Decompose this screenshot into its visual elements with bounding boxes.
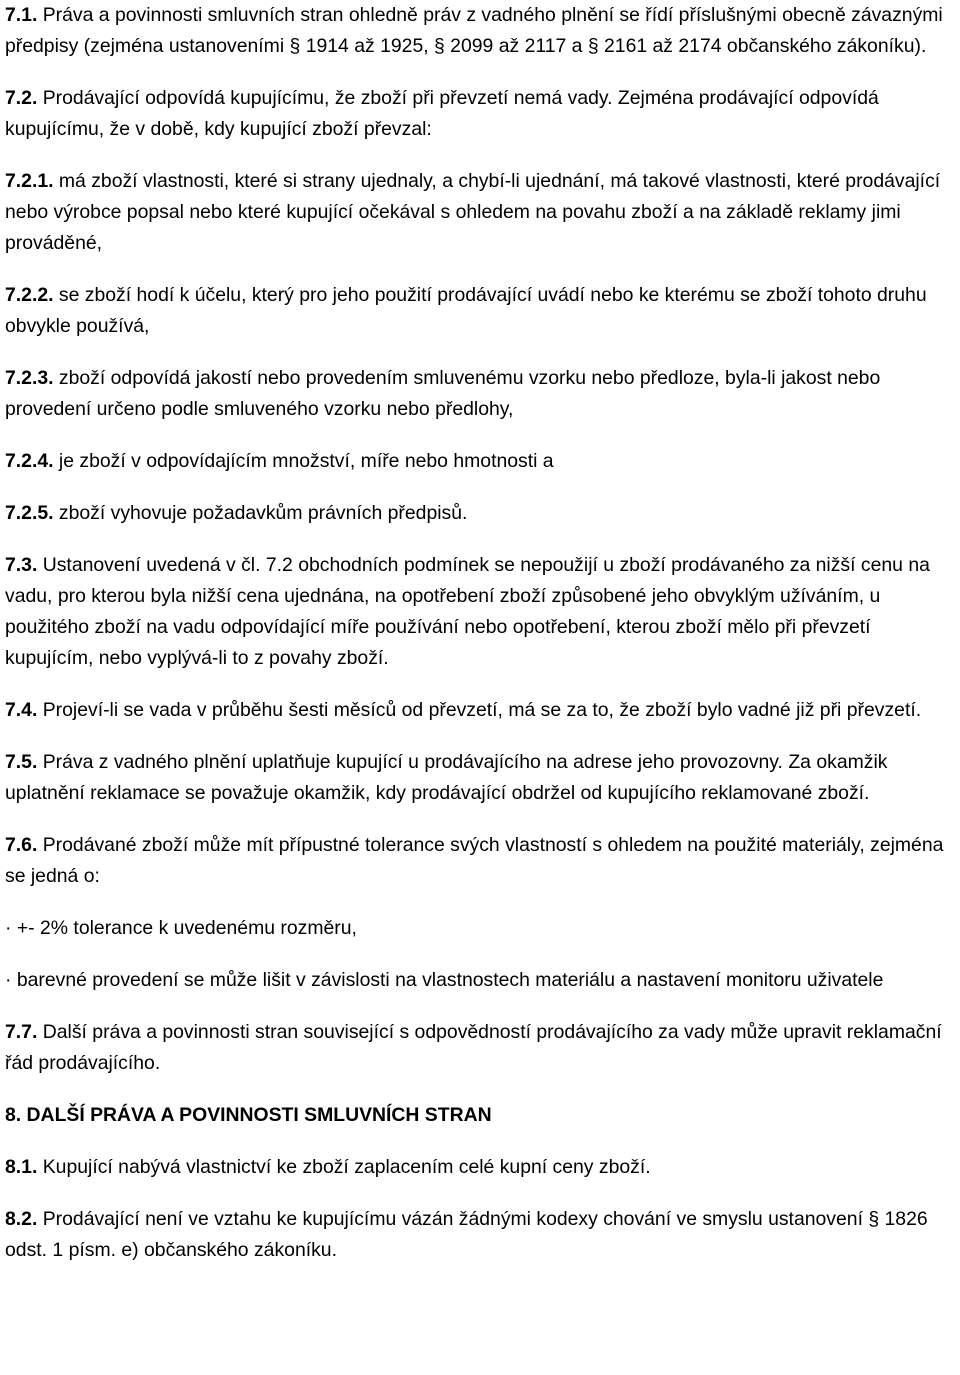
paragraph-7-2-3 [5,363,956,425]
paragraph-7-2-1 [5,166,956,259]
paragraph-7-7 [5,1017,956,1079]
clause-number: 7.4. [5,699,38,721]
clause-number: 7.6. [5,834,38,856]
paragraph-7-6 [5,830,956,892]
clause-number: 7.2. [5,87,38,109]
clause-text: Kupující nabývá vlastnictví ke zboží zaplacením celé kupní ceny zboží. [37,1156,651,1178]
clause-number: 7.2.1. [5,170,54,192]
clause-number: 7.3. [5,554,38,576]
paragraph-7-2-4 [5,446,956,477]
paragraph-7-1 [5,0,956,62]
clause-text: Projeví-li se vada v průběhu šesti měsíců od převzetí, má se za to, že zboží bylo vadné již při převzetí. [37,699,922,721]
bullet-item [5,965,956,996]
paragraph-7-4 [5,695,956,726]
clause-text: Prodávající není ve vztahu ke kupujícímu vázán žádnými kodexy chování ve smyslu ustanovení § 1826 odst. 1 písm. e) občanského zákoníku. [5,1208,928,1261]
clause-number: 7.1. [5,4,38,26]
paragraph-7-2-2 [5,280,956,342]
clause-number: 7.2.5. [5,502,54,524]
paragraph-7-5 [5,747,956,809]
paragraph-8-2 [5,1204,956,1266]
clause-text: Prodávající odpovídá kupujícímu, že zboží při převzetí nemá vady. Zejména prodávající odpovídá kupujícímu, že v době, kdy kupující zboží převzal: [5,87,879,140]
clause-number: 8.2. [5,1208,38,1230]
paragraph-7-3 [5,550,956,674]
clause-text: Další práva a povinnosti stran související s odpovědností prodávajícího za vady může upravit reklamační řád prodávajícího. [5,1021,942,1074]
clause-text: Práva a povinnosti smluvních stran ohledně práv z vadného plnění se řídí příslušnými obecně závaznými předpisy (zejména ustanoveními § 1914 až 1925, § 2099 až 2117 a § 2161 až 2174 občanského zákoníku). [5,4,943,57]
bullet-text: · +- 2% tolerance k uvedenému rozměru, [5,917,357,939]
clause-text: má zboží vlastnosti, které si strany ujednaly, a chybí-li ujednání, má takové vlastnosti, které prodávající nebo výrobce popsal nebo které kupující očekával s ohledem na povahu zboží a na základě reklamy jimi prováděné, [5,170,941,254]
clause-text: zboží odpovídá jakostí nebo provedením smluvenému vzorku nebo předloze, byla-li jakost nebo provedení určeno podle smluveného vzorku nebo předlohy, [5,367,881,420]
clause-number: 7.7. [5,1021,38,1043]
bullet-item [5,913,956,944]
clause-number: 7.2.2. [5,284,54,306]
bullet-text: · barevné provedení se může lišit v závislosti na vlastnostech materiálu a nastavení monitoru uživatele [5,969,884,991]
clause-text: Prodávané zboží může mít přípustné tolerance svých vlastností s ohledem na použité materiály, zejména se jedná o: [5,834,944,887]
paragraph-7-2 [5,83,956,145]
clause-text: se zboží hodí k účelu, který pro jeho použití prodávající uvádí nebo ke kterému se zboží tohoto druhu obvykle používá, [5,284,927,337]
paragraph-7-2-5 [5,498,956,529]
clause-text: je zboží v odpovídajícím množství, míře nebo hmotnosti a [53,450,554,472]
clause-number: 7.2.4. [5,450,54,472]
paragraph-8-1 [5,1152,956,1183]
clause-number: 7.2.3. [5,367,54,389]
clause-text: zboží vyhovuje požadavkům právních předpisů. [53,502,468,524]
clause-text: Ustanovení uvedená v čl. 7.2 obchodních podmínek se nepoužijí u zboží prodávaného za nižší cenu na vadu, pro kterou byla nižší cena ujednána, na opotřebení zboží způsobené jeho obvyklým užíváním, u použitého zboží na vadu odpovídající míře používání nebo opotřebení, kterou zboží mělo při převzetí kupujícím, nebo vyplývá-li to z povahy zboží. [5,554,930,669]
section-heading: 8. DALŠÍ PRÁVA A POVINNOSTI SMLUVNÍCH STRAN [5,1104,492,1126]
clause-number: 7.5. [5,751,38,773]
clause-text: Práva z vadného plnění uplatňuje kupující u prodávajícího na adrese jeho provozovny. Za okamžik uplatnění reklamace se považuje okamžik, kdy prodávající obdržel od kupujícího reklamované zboží. [5,751,888,804]
clause-number: 8.1. [5,1156,38,1178]
